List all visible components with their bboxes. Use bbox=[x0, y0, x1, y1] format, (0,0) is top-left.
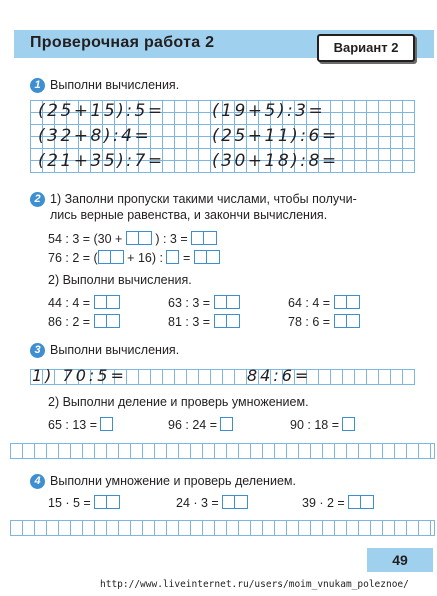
task4-item-3 bbox=[302, 495, 374, 510]
answer-box[interactable] bbox=[334, 295, 360, 309]
task-number-2: 2 bbox=[30, 192, 45, 207]
task-number-1: 1 bbox=[30, 78, 45, 93]
task1-answer-6: (30+18):8= bbox=[212, 151, 339, 171]
item-text: 24 · 3 = bbox=[176, 496, 219, 510]
item-text: 15 · 5 = bbox=[48, 496, 91, 510]
task2-equation-1 bbox=[48, 231, 217, 246]
answer-box[interactable] bbox=[220, 417, 233, 431]
answer-box[interactable] bbox=[94, 314, 120, 328]
item-text: 86 : 2 = bbox=[48, 315, 91, 329]
task2-item-4 bbox=[48, 314, 120, 329]
answer-box[interactable] bbox=[334, 314, 360, 328]
task2-item-5 bbox=[168, 314, 240, 329]
task3-item-2 bbox=[168, 417, 233, 432]
task3-part2-instruction: 2) Выполни деление и проверь умножением. bbox=[48, 395, 309, 409]
task1-answer-1: (25+15):5= bbox=[38, 101, 165, 121]
answer-box[interactable] bbox=[94, 295, 120, 309]
item-text: 96 : 24 = bbox=[168, 418, 217, 432]
task2-item-6 bbox=[288, 314, 360, 329]
task4-item-2 bbox=[176, 495, 248, 510]
task1-answer-4: (25+11):6= bbox=[212, 126, 339, 146]
item-text: 63 : 3 = bbox=[168, 296, 211, 310]
answer-box[interactable] bbox=[191, 231, 217, 245]
answer-box[interactable] bbox=[98, 250, 124, 264]
answer-box[interactable] bbox=[94, 495, 120, 509]
answer-box[interactable] bbox=[348, 495, 374, 509]
answer-box[interactable] bbox=[222, 495, 248, 509]
item-text: 78 : 6 = bbox=[288, 315, 331, 329]
task-number-3: 3 bbox=[30, 343, 45, 358]
equation-text: 76 : 2 = ( bbox=[48, 251, 98, 265]
item-text: 44 : 4 = bbox=[48, 296, 91, 310]
task1-instruction: Выполни вычисления. bbox=[50, 78, 180, 92]
equation-text: + 16) : bbox=[127, 251, 163, 265]
item-text: 64 : 4 = bbox=[288, 296, 331, 310]
task3-answer-1: 1) 70:5= bbox=[32, 366, 127, 385]
equation-text: 54 : 3 = (30 + bbox=[48, 232, 123, 246]
task1-answer-5: (21+35):7= bbox=[38, 151, 165, 171]
page-number: 49 bbox=[367, 548, 433, 572]
equation-text: ) : 3 = bbox=[155, 232, 188, 246]
task1-answer-3: (32+8):4= bbox=[38, 126, 152, 146]
footer-url[interactable]: http://www.liveinternet.ru/users/moim_vnukam_poleznoe/ bbox=[100, 579, 409, 590]
task3-item-1 bbox=[48, 417, 113, 432]
task-number-4: 4 bbox=[30, 474, 45, 489]
answer-box[interactable] bbox=[214, 314, 240, 328]
task1-answer-2: (19+5):3= bbox=[212, 101, 326, 121]
task2-equation-2 bbox=[48, 250, 220, 265]
answer-box[interactable] bbox=[126, 231, 152, 245]
answer-box[interactable] bbox=[166, 250, 179, 264]
task4-item-1 bbox=[48, 495, 120, 510]
task2-item-1 bbox=[48, 295, 120, 310]
answer-box[interactable] bbox=[100, 417, 113, 431]
item-text: 65 : 13 = bbox=[48, 418, 97, 432]
task2-part2-instruction: 2) Выполни вычисления. bbox=[48, 273, 192, 287]
answer-box[interactable] bbox=[194, 250, 220, 264]
equation-text: = bbox=[182, 251, 191, 265]
item-text: 39 · 2 = bbox=[302, 496, 345, 510]
item-text: 81 : 3 = bbox=[168, 315, 211, 329]
task3-answer-2: 84:6= bbox=[247, 366, 312, 385]
task2-instruction-line1: 1) Заполни пропуски такими числами, чтобы получи- bbox=[50, 192, 357, 206]
task2-instruction-line2: лись верные равенства, и закончи вычисления. bbox=[50, 208, 328, 222]
task3-check-strip bbox=[10, 443, 435, 459]
answer-box[interactable] bbox=[342, 417, 355, 431]
task3-item-3 bbox=[290, 417, 355, 432]
task3-instruction: Выполни вычисления. bbox=[50, 343, 180, 357]
item-text: 90 : 18 = bbox=[290, 418, 339, 432]
answer-box[interactable] bbox=[214, 295, 240, 309]
task4-check-strip bbox=[10, 520, 435, 536]
task4-instruction: Выполни умножение и проверь делением. bbox=[50, 474, 296, 488]
page-title: Проверочная работа 2 bbox=[30, 34, 215, 51]
task2-item-3 bbox=[288, 295, 360, 310]
variant-label: Вариант 2 bbox=[317, 34, 415, 62]
task2-item-2 bbox=[168, 295, 240, 310]
